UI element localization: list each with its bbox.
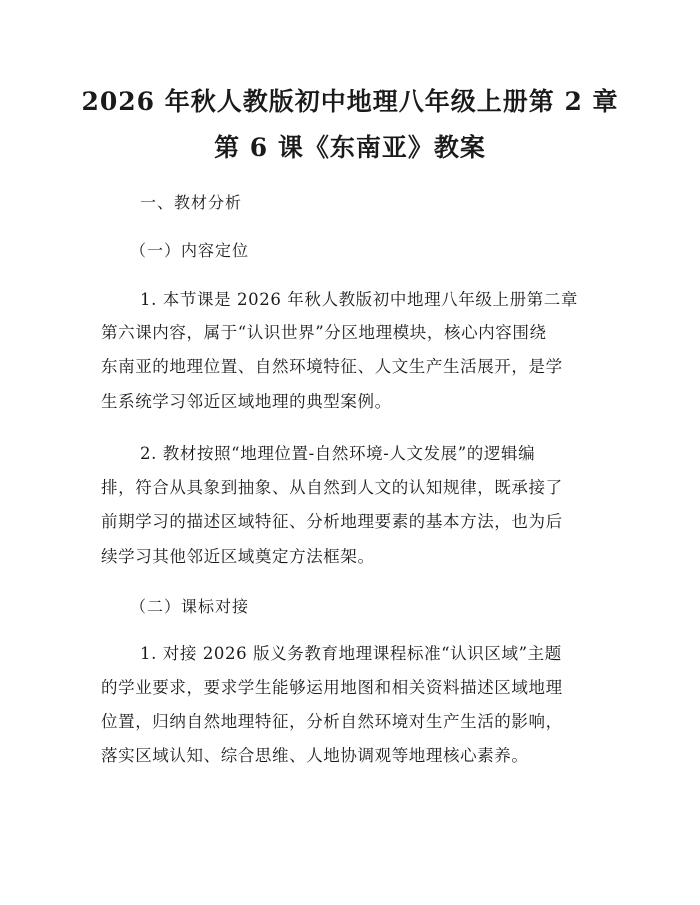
document-title-line-1: 2026 年秋人教版初中地理八年级上册第 2 章 [81,87,619,116]
paragraph-line: 1. 本节课是 2026 年秋人教版初中地理八年级上册第二章 [140,290,578,309]
document-title-line-2: 第 6 课《东南亚》教案 [214,133,486,162]
paragraph-line: 前期学习的描述区域特征、分析地理要素的基本方法，也为后 [101,512,563,531]
section-heading-textbook-analysis: 一、教材分析 [140,193,243,212]
subsection-heading-curriculum-alignment: （二）课标对接 [130,597,250,616]
paragraph-line: 生系统学习邻近区域地理的典型案例。 [101,392,392,411]
paragraph-line: 落实区域认知、综合思维、人地协调观等地理核心素养。 [101,746,529,765]
paragraph-line: 位置，归纳自然地理特征，分析自然环境对生产生活的影响， [101,712,563,731]
paragraph-line: 1. 对接 2026 版义务教育地理课程标准“认识区域”主题 [140,644,562,663]
paragraph-line: 续学习其他邻近区域奠定方法框架。 [101,547,375,566]
subsection-heading-content-positioning: （一）内容定位 [130,241,250,260]
paragraph-line: 2. 教材按照“地理位置-自然环境-人文发展”的逻辑编 [140,444,536,463]
paragraph-line: 排，符合从具象到抽象、从自然到人文的认知规律，既承接了 [101,478,563,497]
paragraph-line: 东南亚的地理位置、自然环境特征、人文生产生活展开，是学 [101,357,563,376]
paragraph-line: 的学业要求，要求学生能够运用地图和相关资料描述区域地理 [101,678,563,697]
paragraph-line: 第六课内容，属于“认识世界”分区地理模块，核心内容围绕 [101,323,547,342]
